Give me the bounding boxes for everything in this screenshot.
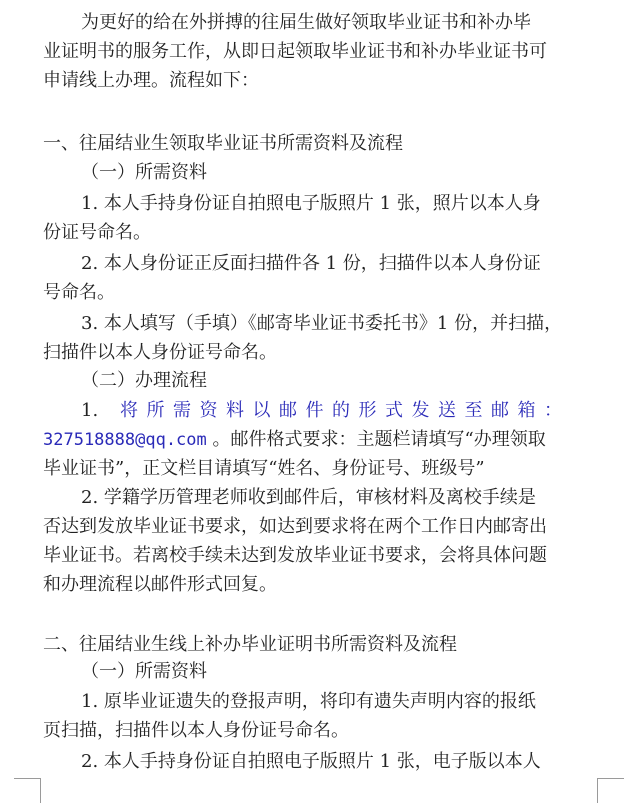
section-1-item-3-line-2: 扫描件以本人身份证号命名。 (43, 342, 277, 363)
crop-mark-right-vertical (597, 778, 598, 803)
crop-mark-right-horizontal (597, 778, 624, 779)
intro-line-2: 业证明书的服务工作，从即日起领取毕业证书和补办毕业证书可 (43, 41, 547, 62)
section-1-item-2-line-2: 号命名。 (43, 282, 115, 303)
section-2-item-2-line-1: 2. 本人手持身份证自拍照电子版照片 1 张，电子版以本人 (81, 751, 541, 772)
section-1-item-1-line-1: 1. 本人手持身份证自拍照电子版照片 1 张，照片以本人身 (81, 193, 541, 214)
process-1-highlight: 将所需资料以邮件的形式发送至邮箱： (120, 400, 571, 421)
section-1-item-3-line-1: 3. 本人填写（手填）《邮寄毕业证书委托书》1 份，并扫描， (81, 313, 563, 334)
crop-mark-left-horizontal (14, 778, 41, 779)
intro-line-1: 为更好的给在外拼搏的往届生做好领取毕业证书和补办毕 (81, 12, 531, 33)
section-1-item-1-line-2: 份证号命名。 (43, 222, 151, 243)
process-2-line-2: 否达到发放毕业证书要求，如达到要求将在两个工作日内邮寄出 (43, 516, 547, 537)
process-2-line-3: 毕业证书。若离校手续未达到发放毕业证书要求，会将具体问题 (43, 545, 547, 566)
process-1-line-2 (43, 426, 546, 454)
process-2-line-4: 和办理流程以邮件形式回复。 (43, 574, 277, 595)
email-link[interactable]: 327518888@qq.com (43, 430, 207, 450)
process-1-format-text: 。邮件格式要求：主题栏请填写“办理领取 (206, 429, 546, 450)
process-1-number: 1. (81, 400, 99, 421)
section-2-item-1-line-2: 页扫描，扫描件以本人身份证号命名。 (43, 720, 349, 741)
section-2-title: 二、往届结业生线上补办毕业证明书所需资料及流程 (43, 634, 457, 655)
process-1-line-3: 毕业证书”，正文栏目请填写“姓名、身份证号、班级号” (43, 458, 485, 479)
crop-mark-left-vertical (40, 778, 41, 803)
section-1-subheading-materials: （一）所需资料 (81, 162, 207, 183)
process-2-line-1: 2. 学籍学历管理老师收到邮件后，审核材料及离校手续是 (81, 487, 536, 508)
section-1-title: 一、往届结业生领取毕业证书所需资料及流程 (43, 133, 403, 154)
section-1-item-2-line-1: 2. 本人身份证正反面扫描件各 1 份，扫描件以本人身份证 (81, 253, 541, 274)
intro-line-3: 申请线上办理。流程如下： (43, 70, 259, 91)
section-1-subheading-process: （二）办理流程 (81, 370, 207, 391)
section-2-item-1-line-1: 1. 原毕业证遗失的登报声明，将印有遗失声明内容的报纸 (81, 691, 536, 712)
section-2-subheading-materials: （一）所需资料 (81, 661, 207, 682)
